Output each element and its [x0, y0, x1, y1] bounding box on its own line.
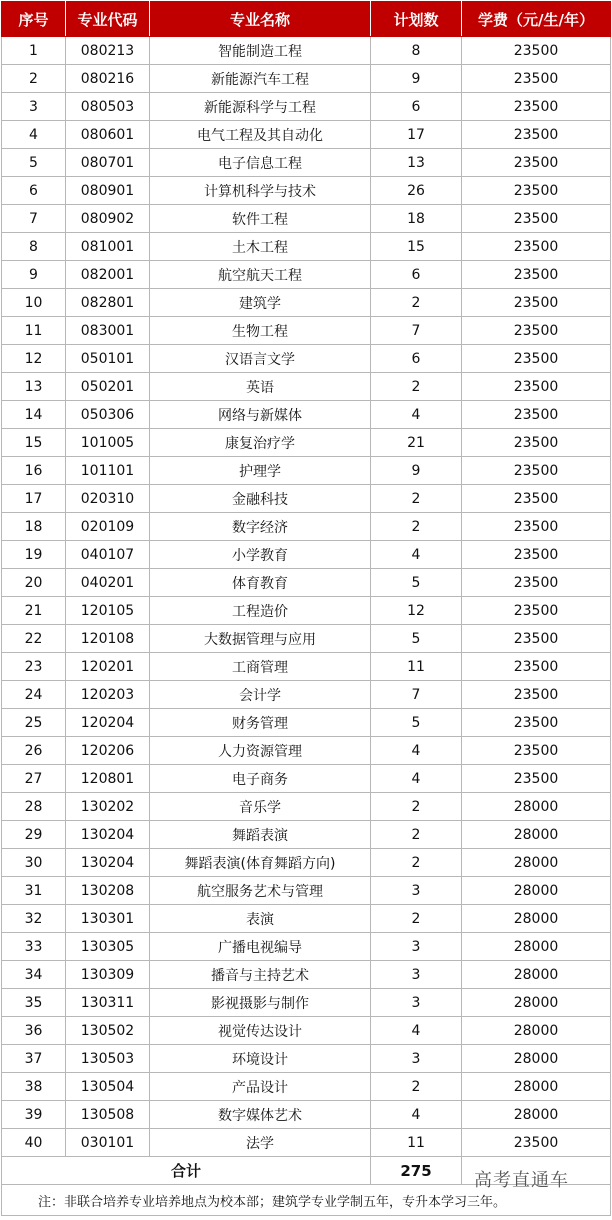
column-header: 学费（元/生/年）: [462, 2, 611, 37]
plan-count: 2: [371, 485, 462, 513]
tuition-fee: 23500: [462, 429, 611, 457]
major-code: 040107: [66, 541, 150, 569]
table-row: [2, 989, 611, 1017]
row-index: 36: [2, 1017, 66, 1045]
major-code: 081001: [66, 233, 150, 261]
major-code: 080216: [66, 65, 150, 93]
row-index: 26: [2, 737, 66, 765]
major-name: 影视摄影与制作: [150, 989, 371, 1017]
row-index: 5: [2, 149, 66, 177]
major-name: 航空服务艺术与管理: [150, 877, 371, 905]
table-row: [2, 933, 611, 961]
table-row: [2, 737, 611, 765]
tuition-fee: 28000: [462, 849, 611, 877]
row-index: 37: [2, 1045, 66, 1073]
plan-count: 4: [371, 541, 462, 569]
table-row: [2, 569, 611, 597]
table-row: [2, 401, 611, 429]
row-index: 18: [2, 513, 66, 541]
table-row: [2, 765, 611, 793]
major-name: 数字媒体艺术: [150, 1101, 371, 1129]
major-code: 020310: [66, 485, 150, 513]
major-code: 130208: [66, 877, 150, 905]
table-row: [2, 681, 611, 709]
major-name: 法学: [150, 1129, 371, 1157]
tuition-fee: 28000: [462, 961, 611, 989]
tuition-fee: 28000: [462, 905, 611, 933]
table-row: [2, 653, 611, 681]
table-row: [2, 289, 611, 317]
plan-count: 4: [371, 737, 462, 765]
major-code: 130309: [66, 961, 150, 989]
table-row: [2, 877, 611, 905]
row-index: 33: [2, 933, 66, 961]
table-body: [2, 37, 611, 1157]
footnote: 注：非联合培养专业培养地点为校本部；建筑学专业学制五年，专升本学习三年。: [2, 1185, 611, 1216]
tuition-fee: 23500: [462, 597, 611, 625]
plan-count: 21: [371, 429, 462, 457]
tuition-fee: 23500: [462, 1129, 611, 1157]
major-name: 小学教育: [150, 541, 371, 569]
major-name: 英语: [150, 373, 371, 401]
plan-count: 17: [371, 121, 462, 149]
major-name: 康复治疗学: [150, 429, 371, 457]
major-name: 电子商务: [150, 765, 371, 793]
major-name: 汉语言文学: [150, 345, 371, 373]
major-code: 101101: [66, 457, 150, 485]
table-row: [2, 429, 611, 457]
plan-count: 3: [371, 1045, 462, 1073]
major-code: 130204: [66, 821, 150, 849]
table-row: [2, 541, 611, 569]
major-name: 环境设计: [150, 1045, 371, 1073]
major-code: 080503: [66, 93, 150, 121]
tuition-fee: 23500: [462, 233, 611, 261]
plan-count: 2: [371, 373, 462, 401]
row-index: 17: [2, 485, 66, 513]
major-code: 130204: [66, 849, 150, 877]
table-row: [2, 597, 611, 625]
column-header: 计划数: [371, 2, 462, 37]
row-index: 28: [2, 793, 66, 821]
tuition-fee: 23500: [462, 625, 611, 653]
row-index: 40: [2, 1129, 66, 1157]
table-row: [2, 1101, 611, 1129]
tuition-fee: 23500: [462, 401, 611, 429]
table-row: [2, 1045, 611, 1073]
plan-count: 2: [371, 1073, 462, 1101]
major-code: 120105: [66, 597, 150, 625]
row-index: 25: [2, 709, 66, 737]
table-row: [2, 233, 611, 261]
major-name: 电子信息工程: [150, 149, 371, 177]
major-code: 120206: [66, 737, 150, 765]
tuition-fee: 23500: [462, 93, 611, 121]
plan-count: 3: [371, 933, 462, 961]
row-index: 39: [2, 1101, 66, 1129]
major-code: 120108: [66, 625, 150, 653]
tuition-fee: 23500: [462, 373, 611, 401]
plan-count: 2: [371, 821, 462, 849]
major-name: 金融科技: [150, 485, 371, 513]
tuition-fee: 23500: [462, 569, 611, 597]
major-name: 计算机科学与技术: [150, 177, 371, 205]
plan-count: 5: [371, 709, 462, 737]
table-row: [2, 121, 611, 149]
plan-count: 2: [371, 793, 462, 821]
plan-count: 3: [371, 877, 462, 905]
tuition-fee: 23500: [462, 541, 611, 569]
major-code: 050306: [66, 401, 150, 429]
major-code: 130202: [66, 793, 150, 821]
plan-count: 6: [371, 93, 462, 121]
plan-count: 4: [371, 1101, 462, 1129]
plan-count: 2: [371, 849, 462, 877]
row-index: 16: [2, 457, 66, 485]
major-name: 软件工程: [150, 205, 371, 233]
major-name: 智能制造工程: [150, 37, 371, 65]
row-index: 3: [2, 93, 66, 121]
table-row: [2, 793, 611, 821]
tuition-fee: 28000: [462, 1101, 611, 1129]
major-name: 护理学: [150, 457, 371, 485]
major-code: 120203: [66, 681, 150, 709]
major-code: 130502: [66, 1017, 150, 1045]
table-row: [2, 513, 611, 541]
table-row: [2, 177, 611, 205]
major-name: 电气工程及其自动化: [150, 121, 371, 149]
row-index: 10: [2, 289, 66, 317]
major-code: 080601: [66, 121, 150, 149]
table-row: [2, 65, 611, 93]
row-index: 4: [2, 121, 66, 149]
table-header: [2, 2, 611, 37]
major-name: 舞蹈表演(体育舞蹈方向): [150, 849, 371, 877]
plan-count: 2: [371, 513, 462, 541]
row-index: 32: [2, 905, 66, 933]
tuition-fee: 23500: [462, 177, 611, 205]
row-index: 30: [2, 849, 66, 877]
table-row: [2, 1073, 611, 1101]
major-code: 120201: [66, 653, 150, 681]
major-code: 120801: [66, 765, 150, 793]
total-value: 275: [371, 1157, 462, 1185]
plan-count: 6: [371, 261, 462, 289]
plan-count: 3: [371, 989, 462, 1017]
major-name: 表演: [150, 905, 371, 933]
tuition-fee: 23500: [462, 765, 611, 793]
tuition-fee: 28000: [462, 821, 611, 849]
row-index: 13: [2, 373, 66, 401]
tuition-fee: 23500: [462, 149, 611, 177]
row-index: 23: [2, 653, 66, 681]
plan-count: 12: [371, 597, 462, 625]
tuition-fee: 23500: [462, 345, 611, 373]
row-index: 22: [2, 625, 66, 653]
row-index: 1: [2, 37, 66, 65]
row-index: 11: [2, 317, 66, 345]
plan-count: 2: [371, 289, 462, 317]
major-name: 人力资源管理: [150, 737, 371, 765]
plan-count: 2: [371, 905, 462, 933]
watermark: 高考直通车: [474, 1170, 569, 1191]
plan-count: 7: [371, 317, 462, 345]
plan-count: 9: [371, 457, 462, 485]
major-name: 工程造价: [150, 597, 371, 625]
row-index: 38: [2, 1073, 66, 1101]
plan-count: 3: [371, 961, 462, 989]
tuition-fee: 28000: [462, 793, 611, 821]
plan-count: 6: [371, 345, 462, 373]
tuition-fee: 23500: [462, 681, 611, 709]
major-code: 080901: [66, 177, 150, 205]
table-row: [2, 709, 611, 737]
major-name: 新能源汽车工程: [150, 65, 371, 93]
table-row: [2, 1017, 611, 1045]
major-code: 082801: [66, 289, 150, 317]
major-name: 体育教育: [150, 569, 371, 597]
major-code: 130503: [66, 1045, 150, 1073]
plan-count: 8: [371, 37, 462, 65]
table-row: [2, 205, 611, 233]
tuition-fee: 23500: [462, 653, 611, 681]
major-name: 产品设计: [150, 1073, 371, 1101]
table-row: [2, 345, 611, 373]
plan-count: 11: [371, 653, 462, 681]
table-row: [2, 625, 611, 653]
row-index: 31: [2, 877, 66, 905]
row-index: 6: [2, 177, 66, 205]
row-index: 34: [2, 961, 66, 989]
tuition-fee: 28000: [462, 989, 611, 1017]
column-header: 专业名称: [150, 2, 371, 37]
table-row: [2, 821, 611, 849]
major-code: 130311: [66, 989, 150, 1017]
total-label: 合计: [2, 1157, 371, 1185]
row-index: 14: [2, 401, 66, 429]
tuition-fee: 23500: [462, 513, 611, 541]
tuition-fee: 23500: [462, 261, 611, 289]
plan-count: 11: [371, 1129, 462, 1157]
major-code: 130301: [66, 905, 150, 933]
tuition-fee: 28000: [462, 877, 611, 905]
plan-count: 5: [371, 569, 462, 597]
row-index: 19: [2, 541, 66, 569]
tuition-fee: 28000: [462, 1073, 611, 1101]
major-name: 工商管理: [150, 653, 371, 681]
plan-count: 7: [371, 681, 462, 709]
table-row: [2, 261, 611, 289]
row-index: 8: [2, 233, 66, 261]
tuition-fee: 28000: [462, 1017, 611, 1045]
table-row: [2, 317, 611, 345]
tuition-fee: 23500: [462, 485, 611, 513]
row-index: 2: [2, 65, 66, 93]
major-code: 040201: [66, 569, 150, 597]
major-name: 土木工程: [150, 233, 371, 261]
major-code: 120204: [66, 709, 150, 737]
major-code: 050201: [66, 373, 150, 401]
table-row: [2, 485, 611, 513]
plan-count: 4: [371, 765, 462, 793]
header-row: [2, 2, 611, 37]
plan-count: 26: [371, 177, 462, 205]
major-code: 020109: [66, 513, 150, 541]
tuition-fee: 23500: [462, 709, 611, 737]
table-row: [2, 961, 611, 989]
row-index: 35: [2, 989, 66, 1017]
tuition-fee: 23500: [462, 317, 611, 345]
major-name: 航空航天工程: [150, 261, 371, 289]
row-index: 29: [2, 821, 66, 849]
major-code: 080902: [66, 205, 150, 233]
major-name: 大数据管理与应用: [150, 625, 371, 653]
plan-count: 4: [371, 401, 462, 429]
major-name: 数字经济: [150, 513, 371, 541]
tuition-fee: 28000: [462, 1045, 611, 1073]
tuition-fee: 23500: [462, 205, 611, 233]
row-index: 20: [2, 569, 66, 597]
major-name: 广播电视编导: [150, 933, 371, 961]
plan-count: 5: [371, 625, 462, 653]
tuition-fee: 23500: [462, 457, 611, 485]
tuition-fee: 23500: [462, 37, 611, 65]
major-name: 会计学: [150, 681, 371, 709]
major-code: 050101: [66, 345, 150, 373]
plan-count: 4: [371, 1017, 462, 1045]
major-name: 建筑学: [150, 289, 371, 317]
column-header: 专业代码: [66, 2, 150, 37]
major-name: 视觉传达设计: [150, 1017, 371, 1045]
column-header: 序号: [2, 2, 66, 37]
major-name: 新能源科学与工程: [150, 93, 371, 121]
major-code: 083001: [66, 317, 150, 345]
row-index: 12: [2, 345, 66, 373]
row-index: 15: [2, 429, 66, 457]
row-index: 9: [2, 261, 66, 289]
major-code: 130504: [66, 1073, 150, 1101]
major-code: 101005: [66, 429, 150, 457]
table-row: [2, 849, 611, 877]
row-index: 21: [2, 597, 66, 625]
major-name: 舞蹈表演: [150, 821, 371, 849]
major-code: 082001: [66, 261, 150, 289]
row-index: 24: [2, 681, 66, 709]
plan-count: 9: [371, 65, 462, 93]
tuition-fee: 23500: [462, 737, 611, 765]
major-name: 音乐学: [150, 793, 371, 821]
table-row: [2, 905, 611, 933]
plan-count: 13: [371, 149, 462, 177]
row-index: 7: [2, 205, 66, 233]
major-code: 080701: [66, 149, 150, 177]
table-row: [2, 93, 611, 121]
major-code: 130508: [66, 1101, 150, 1129]
table-row: [2, 1129, 611, 1157]
table-row: [2, 373, 611, 401]
plan-count: 15: [371, 233, 462, 261]
tuition-fee: 23500: [462, 65, 611, 93]
major-name: 播音与主持艺术: [150, 961, 371, 989]
major-name: 财务管理: [150, 709, 371, 737]
table-row: [2, 149, 611, 177]
table-row: [2, 457, 611, 485]
table-row: [2, 37, 611, 65]
plan-count: 18: [371, 205, 462, 233]
major-name: 生物工程: [150, 317, 371, 345]
tuition-fee: 23500: [462, 289, 611, 317]
admissions-plan-table: [1, 1, 611, 1216]
row-index: 27: [2, 765, 66, 793]
tuition-fee: 23500: [462, 121, 611, 149]
major-code: 130305: [66, 933, 150, 961]
major-name: 网络与新媒体: [150, 401, 371, 429]
major-code: 080213: [66, 37, 150, 65]
tuition-fee: 28000: [462, 933, 611, 961]
major-code: 030101: [66, 1129, 150, 1157]
